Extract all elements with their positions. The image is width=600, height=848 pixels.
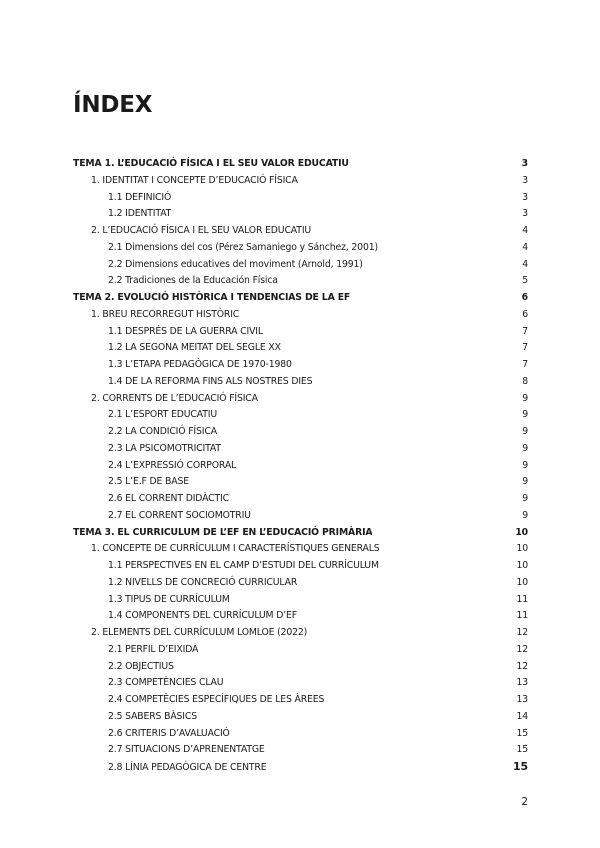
toc-entry-page: 7 (522, 325, 528, 337)
toc-entry-label: 2.7 EL CORRENT SOCIOMOTRIU (108, 509, 251, 521)
toc-entry-page: 3 (522, 208, 528, 220)
toc-entry-label: 2.2 Tradiciones de la Educación Física (108, 275, 278, 287)
toc-entry-page: 15 (516, 727, 528, 739)
toc-entry-label: 2.4 L’EXPRESSIÓ CORPORAL (108, 459, 237, 471)
toc-subsection-entry[interactable] (73, 508, 528, 525)
toc-entry-label: 1.3 TIPUS DE CURRÍCULUM (108, 593, 230, 605)
toc-entry-label: TEMA 3. EL CURRICULUM DE L’EF EN L’EDUCACIÓ PRIMÀRIA (73, 526, 373, 538)
toc-entry-label: 1.4 COMPONENTS DEL CURRÍCULUM D’EF (108, 610, 297, 622)
toc-entry-label: 1.2 LA SEGONA MEITAT DEL SEGLE XX (108, 342, 281, 354)
toc-section-entry[interactable] (73, 391, 528, 408)
toc-entry-page: 7 (522, 342, 528, 354)
table-of-contents (73, 156, 528, 776)
toc-entry-page: 9 (522, 509, 528, 521)
toc-entry-label: 2.2 OBJECTIUS (108, 660, 174, 672)
toc-entry-page: 9 (522, 442, 528, 454)
toc-subsection-entry[interactable] (73, 692, 528, 709)
toc-subsection-entry[interactable] (73, 558, 528, 575)
toc-subsection-entry[interactable] (73, 340, 528, 357)
toc-entry-page: 3 (522, 191, 528, 203)
toc-entry-label: 1. CONCEPTE DE CURRÍCULUM I CARACTERÍSTIQUES GENERALS (91, 543, 380, 555)
toc-chapter-entry[interactable] (73, 156, 528, 173)
toc-subsection-entry[interactable] (73, 659, 528, 676)
toc-entry-label: 1.4 DE LA REFORMA FINS ALS NOSTRES DIES (108, 375, 313, 387)
toc-entry-page: 13 (516, 677, 528, 689)
toc-entry-label: 2. ELEMENTS DEL CURRÍCULUM LOMLOE (2022) (91, 627, 308, 638)
toc-entry-label: 2.3 LA PSICOMOTRICITAT (108, 442, 221, 454)
toc-entry-page: 7 (522, 359, 528, 370)
toc-subsection-entry[interactable] (73, 474, 528, 491)
toc-subsection-entry[interactable] (73, 190, 528, 207)
toc-entry-page: 9 (522, 493, 528, 504)
toc-entry-label: 2.2 LA CONDICIÓ FÍSICA (108, 426, 217, 437)
toc-section-entry[interactable] (73, 223, 528, 240)
toc-subsection-entry[interactable] (73, 240, 528, 257)
toc-entry-label: 2.5 L’E.F DE BASE (108, 476, 189, 488)
toc-subsection-entry[interactable] (73, 441, 528, 458)
toc-entry-page: 11 (516, 593, 528, 605)
toc-entry-label: 2.4 COMPETÈCIES ESPECÍFIQUES DE LES ÀREES (108, 694, 325, 705)
toc-subsection-entry[interactable] (73, 407, 528, 424)
toc-entry-label: 2.3 COMPETÈNCIES CLAU (108, 677, 224, 689)
toc-section-entry[interactable] (73, 173, 528, 190)
toc-subsection-entry[interactable] (73, 575, 528, 592)
toc-entry-label: TEMA 2. EVOLUCIÓ HISTÒRICA I TENDENCIAS DE LA EF (73, 292, 351, 303)
toc-section-entry[interactable] (73, 541, 528, 558)
toc-entry-label: 2.1 PERFIL D’EIXIDA (108, 643, 199, 655)
toc-entry-label: 2.5 SABERS BÀSICS (108, 710, 197, 722)
toc-entry-label: 2.1 L’ESPORT EDUCATIU (108, 409, 218, 421)
toc-subsection-entry[interactable] (73, 726, 528, 743)
toc-entry-page: 3 (521, 158, 528, 169)
toc-entry-label: 2.6 CRITERIS D’AVALUACIÓ (108, 727, 230, 739)
toc-subsection-entry[interactable] (73, 491, 528, 508)
toc-entry-page: 4 (522, 241, 528, 253)
toc-entry-label: 2. CORRENTS DE L’EDUCACIÓ FÍSICA (91, 392, 258, 404)
toc-subsection-entry[interactable] (73, 759, 528, 776)
toc-entry-label: 1.1 DESPRÉS DE LA GUERRA CIVIL (108, 325, 263, 337)
toc-entry-page: 9 (522, 459, 528, 471)
toc-entry-page: 5 (522, 275, 528, 287)
toc-entry-page: 15 (512, 760, 528, 773)
toc-entry-label: 2. L’EDUCACIÓ FÍSICA I EL SEU VALOR EDUCATIU (91, 225, 312, 236)
toc-entry-page: 13 (516, 694, 528, 705)
toc-subsection-entry[interactable] (73, 273, 528, 290)
toc-entry-page: 8 (522, 375, 528, 387)
toc-entry-page: 4 (522, 225, 528, 236)
toc-subsection-entry[interactable] (73, 357, 528, 374)
toc-entry-label: 2.2 Dimensions educatives del moviment (Arnold, 1991) (108, 258, 363, 270)
toc-subsection-entry[interactable] (73, 424, 528, 441)
toc-entry-page: 10 (516, 560, 528, 571)
toc-entry-label: 2.7 SITUACIONS D’APRENENTATGE (108, 744, 265, 756)
toc-entry-label: 2.8 LÍNIA PEDAGÒGICA DE CENTRE (108, 762, 267, 773)
toc-entry-page: 9 (522, 392, 528, 404)
toc-subsection-entry[interactable] (73, 458, 528, 475)
toc-section-entry[interactable] (73, 307, 528, 324)
toc-subsection-entry[interactable] (73, 374, 528, 391)
toc-entry-page: 9 (522, 426, 528, 437)
toc-entry-page: 12 (516, 627, 528, 638)
toc-entry-label: 1.1 PERSPECTIVES EN EL CAMP D’ESTUDI DEL CURRÍCULUM (108, 560, 379, 571)
toc-entry-page: 6 (521, 292, 528, 303)
toc-subsection-entry[interactable] (73, 642, 528, 659)
toc-entry-label: 2.6 EL CORRENT DIDÀCTIC (108, 493, 229, 504)
toc-entry-page: 10 (515, 526, 528, 538)
page-title: ÍNDEX (73, 92, 153, 118)
toc-entry-label: 1.2 NIVELLS DE CONCRECIÓ CURRICULAR (108, 576, 298, 588)
toc-entry-label: 1. BREU RECORREGUT HISTÒRIC (91, 308, 240, 320)
toc-entry-page: 6 (522, 308, 528, 320)
toc-entry-label: 1.3 L’ETAPA PEDAGÒGICA DE 1970-1980 (108, 359, 292, 370)
toc-subsection-entry[interactable] (73, 206, 528, 223)
page-number: 2 (521, 796, 528, 808)
toc-entry-page: 3 (522, 174, 528, 186)
toc-subsection-entry[interactable] (73, 675, 528, 692)
toc-entry-page: 15 (516, 744, 528, 756)
toc-entry-page: 10 (516, 576, 528, 588)
toc-section-entry[interactable] (73, 625, 528, 642)
toc-subsection-entry[interactable] (73, 742, 528, 759)
toc-entry-label: 2.1 Dimensions del cos (Pérez Samaniego y Sánchez, 2001) (108, 241, 378, 253)
toc-subsection-entry[interactable] (73, 709, 528, 726)
toc-subsection-entry[interactable] (73, 592, 528, 609)
toc-entry-label: 1.2 IDENTITAT (108, 208, 172, 220)
toc-entry-page: 14 (516, 710, 528, 722)
toc-entry-label: 1. IDENTITAT I CONCEPTE D’EDUCACIÓ FÍSICA (91, 174, 298, 186)
toc-entry-page: 12 (516, 643, 528, 655)
toc-entry-page: 9 (522, 476, 528, 488)
toc-subsection-entry[interactable] (73, 324, 528, 341)
toc-entry-page: 12 (516, 660, 528, 672)
toc-entry-page: 11 (516, 610, 528, 622)
toc-entry-page: 10 (516, 543, 528, 555)
toc-chapter-entry[interactable] (73, 525, 528, 542)
toc-entry-label: 1.1 DEFINICIÓ (108, 191, 172, 203)
toc-subsection-entry[interactable] (73, 257, 528, 274)
toc-subsection-entry[interactable] (73, 608, 528, 625)
toc-entry-page: 4 (522, 258, 528, 270)
toc-entry-label: TEMA 1. L’EDUCACIÓ FÍSICA I EL SEU VALOR EDUCATIU (73, 158, 349, 169)
toc-entry-page: 9 (522, 409, 528, 421)
toc-chapter-entry[interactable] (73, 290, 528, 307)
